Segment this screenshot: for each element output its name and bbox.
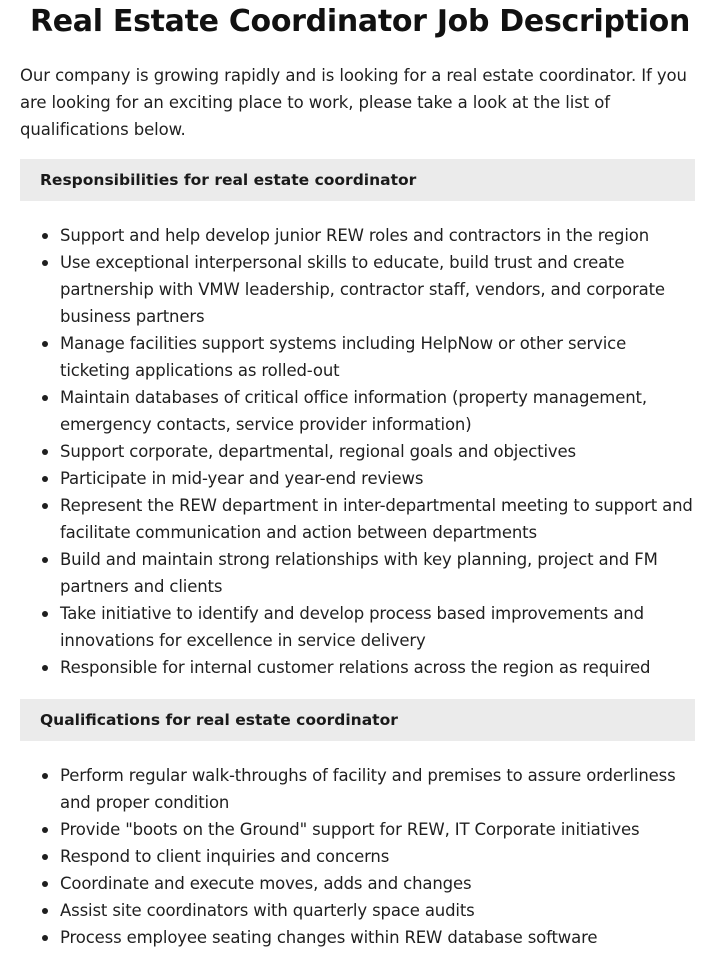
bullet-icon <box>42 341 48 347</box>
bullet-icon <box>42 557 48 563</box>
list-item <box>60 870 700 897</box>
list-item-text: Represent the REW department in inter-departmental meeting to support and facilitate communication and action between departments <box>60 496 693 542</box>
list-item <box>60 492 700 546</box>
bullet-icon <box>42 665 48 671</box>
list-item <box>60 222 700 249</box>
list-item-text: Maintain databases of critical office information (property management, emergency contacts, service provider information) <box>60 388 647 434</box>
list-item <box>60 654 700 681</box>
bullet-icon <box>42 854 48 860</box>
list-item-text: Responsible for internal customer relations across the region as required <box>60 658 651 677</box>
list-item-text: Provide "boots on the Ground" support for REW, IT Corporate initiatives <box>60 820 640 839</box>
list-item <box>60 762 700 816</box>
list-item <box>60 546 700 600</box>
bullet-icon <box>42 935 48 941</box>
list-item-text: Perform regular walk-throughs of facility and premises to assure orderliness and proper condition <box>60 766 676 812</box>
bullet-icon <box>42 827 48 833</box>
list-item <box>60 924 700 951</box>
bullet-icon <box>42 908 48 914</box>
bullet-icon <box>42 503 48 509</box>
list-item <box>60 438 700 465</box>
list-item <box>60 816 700 843</box>
intro-paragraph: Our company is growing rapidly and is looking for a real estate coordinator. If you are looking for an exciting place to work, please take a look at the list of qualifications below. <box>20 66 687 139</box>
bullet-icon <box>42 476 48 482</box>
bullet-icon <box>42 260 48 266</box>
bullet-icon <box>42 233 48 239</box>
list-item-text: Support corporate, departmental, regional goals and objectives <box>60 442 576 461</box>
list-item-text: Coordinate and execute moves, adds and changes <box>60 874 472 893</box>
bullet-icon <box>42 611 48 617</box>
list-item-text: Support and help develop junior REW roles and contractors in the region <box>60 226 650 245</box>
list-item <box>60 897 700 924</box>
list-item <box>60 330 700 384</box>
list-item <box>60 249 700 330</box>
list-item-text: Take initiative to identify and develop process based improvements and innovations for excellence in service delivery <box>60 604 644 650</box>
list-item-text: Manage facilities support systems including HelpNow or other service ticketing applications as rolled-out <box>60 334 627 380</box>
list-item-text: Participate in mid-year and year-end reviews <box>60 469 424 488</box>
responsibilities-list <box>60 222 700 681</box>
list-item-text: Use exceptional interpersonal skills to educate, build trust and create partnership with VMW leadership, contractor staff, vendors, and corporate business partners <box>60 253 665 326</box>
list-item <box>60 384 700 438</box>
list-item <box>60 465 700 492</box>
list-item <box>60 600 700 654</box>
list-item-text: Assist site coordinators with quarterly space audits <box>60 901 475 920</box>
list-item-text: Build and maintain strong relationships with key planning, project and FM partners and clients <box>60 550 658 596</box>
bullet-icon <box>42 395 48 401</box>
page-title: Real Estate Coordinator Job Description <box>29 4 691 39</box>
list-item-text: Respond to client inquiries and concerns <box>60 847 390 866</box>
responsibilities-heading: Responsibilities for real estate coordinator <box>20 159 695 201</box>
bullet-icon <box>42 881 48 887</box>
bullet-icon <box>42 449 48 455</box>
qualifications-heading: Qualifications for real estate coordinator <box>20 699 695 741</box>
qualifications-list <box>60 762 700 951</box>
list-item <box>60 843 700 870</box>
list-item-text: Process employee seating changes within REW database software <box>60 928 598 947</box>
bullet-icon <box>42 773 48 779</box>
